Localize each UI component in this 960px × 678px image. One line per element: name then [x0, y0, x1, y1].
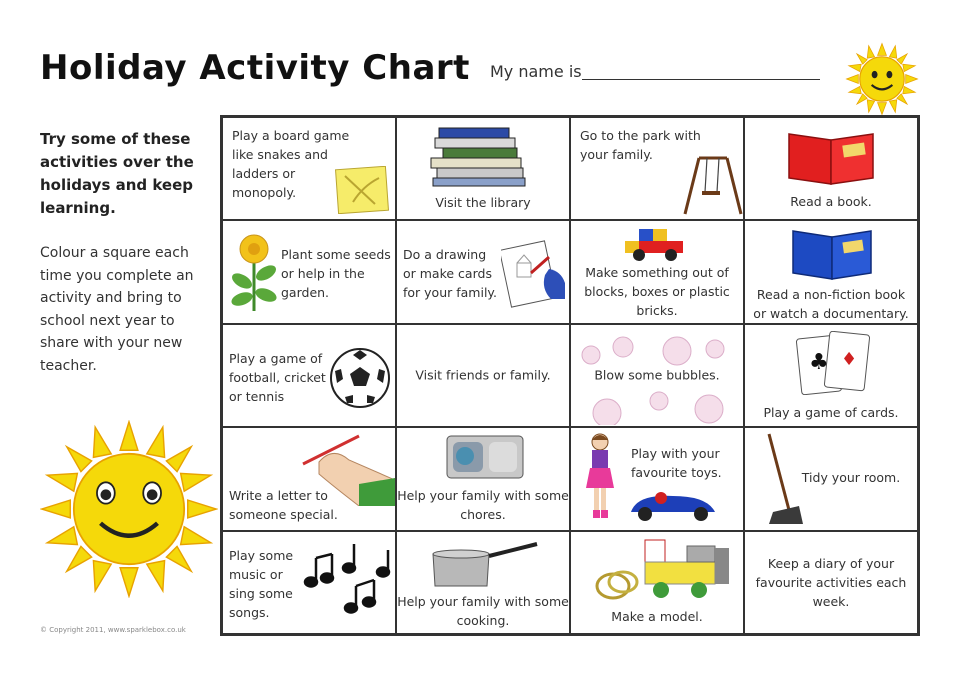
- copyright-text: © Copyright 2011, www.sparklebox.co.uk: [40, 626, 186, 634]
- svg-text:♣: ♣: [809, 349, 829, 375]
- doll-icon: [583, 432, 617, 524]
- brick-car-icon: [623, 225, 689, 263]
- activity-label: Do a drawing or make cards for your family.: [403, 247, 498, 301]
- activity-label: Read a book.: [790, 194, 872, 209]
- activity-cell[interactable]: [744, 427, 918, 530]
- activity-label: Make something out of blocks, boxes or plastic bricks.: [584, 265, 730, 319]
- activity-cell[interactable]: [396, 531, 570, 634]
- board-game-icon: [335, 166, 389, 214]
- activity-cell[interactable]: [396, 427, 570, 530]
- svg-text:♦: ♦: [841, 348, 858, 370]
- books-icon: [429, 126, 533, 188]
- activity-label: Help your family with some cooking.: [397, 593, 569, 628]
- activity-label: Play a board game like snakes and ladders or monopoly.: [232, 128, 350, 200]
- sun-icon: [845, 42, 919, 116]
- activity-label: Visit the library: [435, 195, 531, 211]
- sink-icon: [445, 434, 525, 480]
- activity-label: Go to the park with your family.: [580, 128, 701, 162]
- activity-cell[interactable]: [396, 117, 570, 220]
- activity-cell[interactable]: [222, 324, 396, 427]
- activity-cell[interactable]: [222, 427, 396, 530]
- activity-cell[interactable]: [744, 324, 918, 427]
- activity-cell[interactable]: [570, 531, 744, 634]
- activity-cell[interactable]: [222, 531, 396, 634]
- activity-cell[interactable]: [570, 220, 744, 323]
- activity-cell[interactable]: [570, 324, 744, 427]
- activity-cell[interactable]: [396, 220, 570, 323]
- cards-icon: [795, 331, 871, 395]
- flower-icon: [229, 233, 279, 313]
- football-icon: [329, 347, 391, 409]
- activity-label: Help your family with some chores.: [397, 488, 569, 523]
- name-label: My name is: [490, 62, 582, 81]
- activity-label: Play some music or sing some songs.: [229, 547, 294, 620]
- activity-cell[interactable]: [744, 531, 918, 634]
- activity-label: Play a game of cards.: [763, 404, 899, 420]
- music-notes-icon: [301, 542, 393, 628]
- instructions-text: Colour a square each time you complete an activity and bring to school next year to share with your new teacher.: [40, 245, 194, 374]
- activity-cell[interactable]: [396, 324, 570, 427]
- red-book-icon: [785, 126, 877, 186]
- name-field[interactable]: [582, 79, 820, 80]
- swing-icon: [681, 154, 744, 216]
- sun-icon: [40, 420, 218, 598]
- activity-label: Play with your favourite toys.: [631, 446, 722, 481]
- activity-label: Play a game of football, cricket or tennis: [229, 350, 326, 404]
- activity-label: Blow some bubbles.: [594, 367, 720, 383]
- activity-label: Keep a diary of your favourite activities each week.: [755, 555, 907, 609]
- activity-cell[interactable]: [744, 117, 918, 220]
- toy-car-icon: [627, 488, 719, 522]
- saucepan-icon: [431, 542, 539, 588]
- activity-cell[interactable]: [570, 427, 744, 530]
- drawing-icon: [501, 239, 567, 309]
- intro-text: Try some of these activities over the holidays and keep learning.: [40, 130, 194, 217]
- activity-grid: [220, 115, 920, 636]
- activity-label: Write a letter to someone special.: [229, 488, 338, 523]
- page-title: Holiday Activity Chart: [40, 48, 470, 88]
- activity-cell[interactable]: [222, 220, 396, 323]
- activity-label: Tidy your room.: [801, 470, 901, 486]
- blue-book-icon: [789, 225, 875, 281]
- activity-label: Read a non-fiction book or watch a documentary.: [753, 287, 909, 322]
- activity-cell[interactable]: [744, 220, 918, 323]
- model-icon: [587, 536, 733, 608]
- activity-label: Make a model.: [611, 609, 703, 624]
- activity-cell[interactable]: [222, 117, 396, 220]
- activity-label: Plant some seeds or help in the garden.: [281, 247, 391, 301]
- activity-label: Visit friends or family.: [415, 367, 551, 383]
- activity-cell[interactable]: [570, 117, 744, 220]
